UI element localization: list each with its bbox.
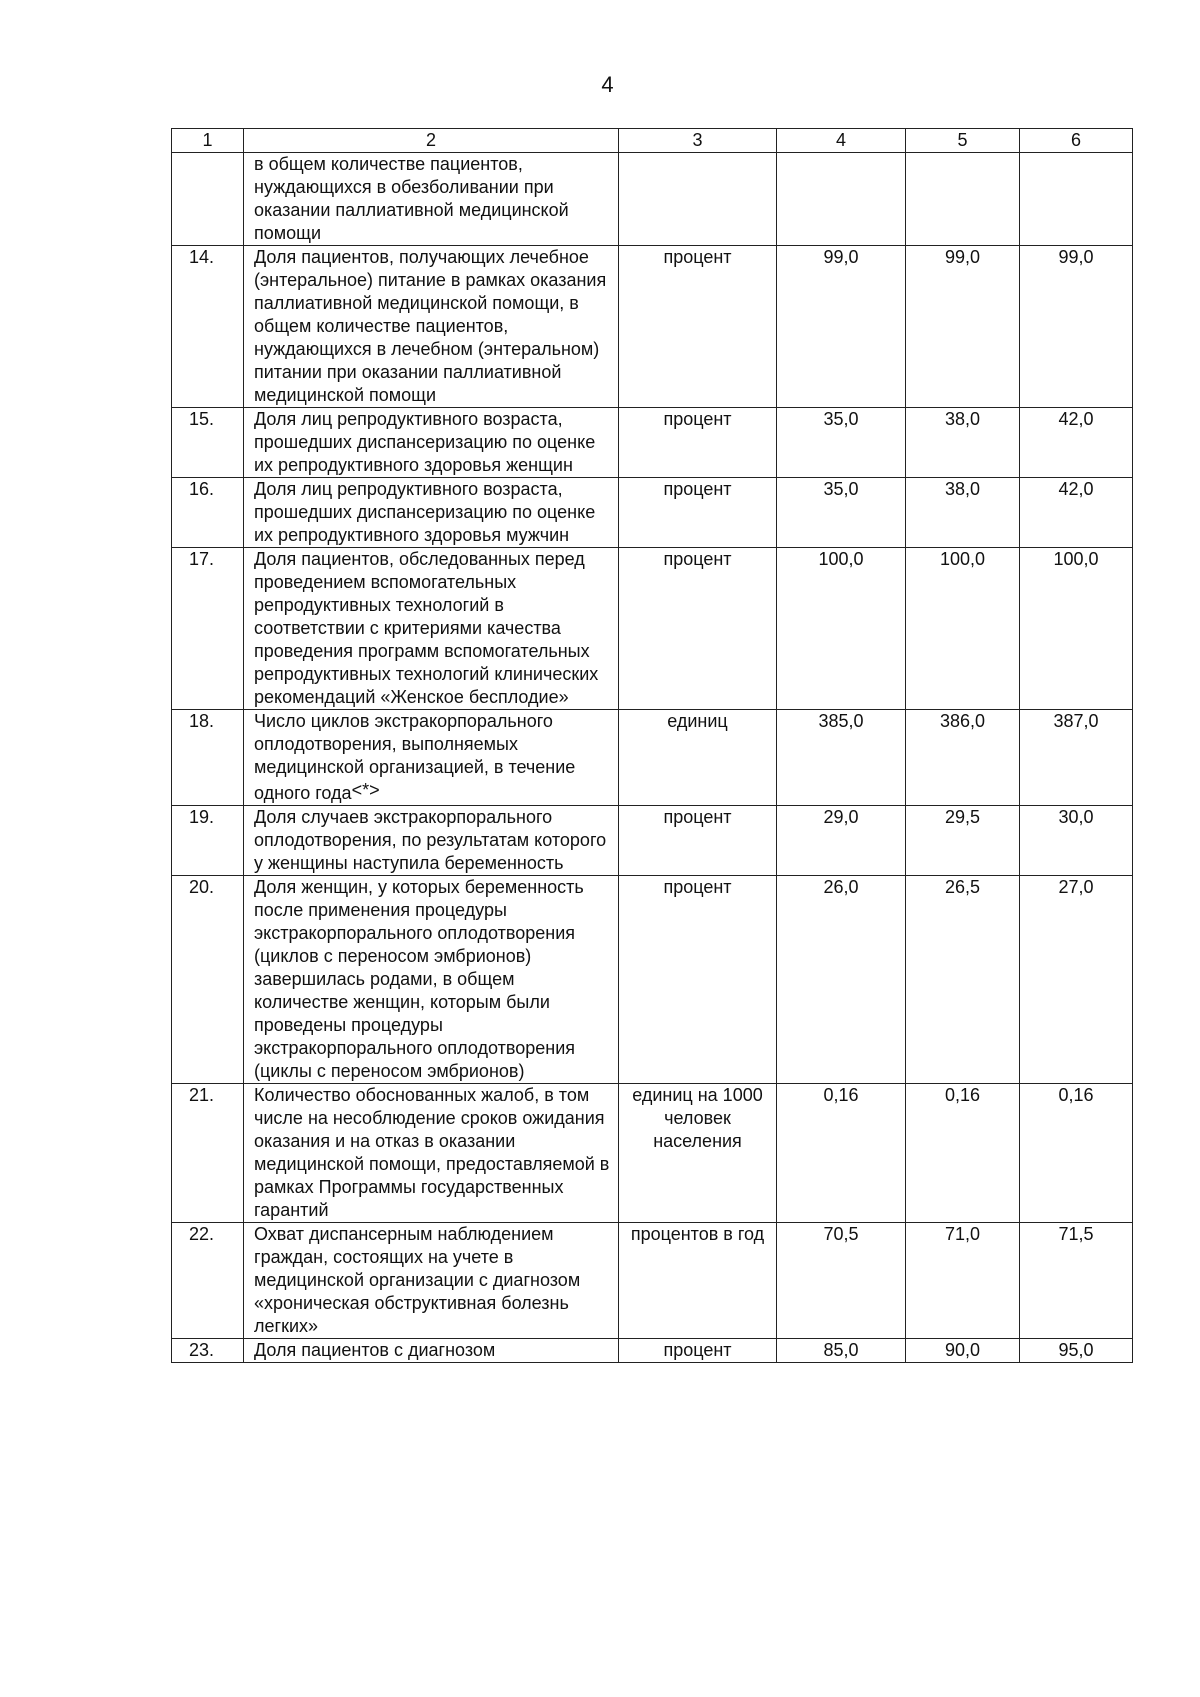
value-col4: 35,0 xyxy=(777,408,906,478)
table-header-row xyxy=(172,129,1133,153)
table-row xyxy=(172,548,1133,710)
unit: процент xyxy=(619,806,777,876)
table-row xyxy=(172,478,1133,548)
column-header: 6 xyxy=(1020,129,1133,153)
value-col6: 27,0 xyxy=(1020,876,1133,1084)
value-col5 xyxy=(906,153,1020,246)
row-number: 21. xyxy=(172,1084,244,1223)
column-header: 3 xyxy=(619,129,777,153)
table-row xyxy=(172,806,1133,876)
value-col5: 100,0 xyxy=(906,548,1020,710)
unit: единиц xyxy=(619,710,777,806)
value-col4: 385,0 xyxy=(777,710,906,806)
indicator-name: Число циклов экстракорпорального оплодотворения, выполняемых медицинской организацией, в течение одного года xyxy=(254,711,576,803)
value-col5: 26,5 xyxy=(906,876,1020,1084)
indicator-name: Доля пациентов, получающих лечебное (энтеральное) питание в рамках оказания паллиативной медицинской помощи, в общем количестве пациентов, нуждающихся в лечебном (энтеральном) питании при оказании паллиативной медицинской помощи xyxy=(244,246,619,408)
value-col4: 100,0 xyxy=(777,548,906,710)
value-col5: 386,0 xyxy=(906,710,1020,806)
value-col6: 95,0 xyxy=(1020,1339,1133,1363)
value-col5: 99,0 xyxy=(906,246,1020,408)
indicator-name: Доля женщин, у которых беременность после применения процедуры экстракорпорального оплодотворения (циклов с переносом эмбрионов) завершилась родами, в общем количестве женщин, которым были проведены процедуры экстракорпорального оплодотворения (циклы с переносом эмбрионов) xyxy=(244,876,619,1084)
value-col5: 0,16 xyxy=(906,1084,1020,1223)
row-number: 20. xyxy=(172,876,244,1084)
row-number: 18. xyxy=(172,710,244,806)
footnote-marker: <*> xyxy=(351,780,380,800)
table-row xyxy=(172,408,1133,478)
indicator-name: Доля пациентов, обследованных перед проведением вспомогательных репродуктивных технологий в соответствии с критериями качества проведения программ вспомогательных репродуктивных технологий клинических рекомендаций «Женское бесплодие» xyxy=(244,548,619,710)
column-header: 5 xyxy=(906,129,1020,153)
row-number: 17. xyxy=(172,548,244,710)
value-col5: 38,0 xyxy=(906,478,1020,548)
value-col4: 29,0 xyxy=(777,806,906,876)
table-row xyxy=(172,1223,1133,1339)
row-number: 22. xyxy=(172,1223,244,1339)
indicators-table xyxy=(171,128,1133,1363)
table-row xyxy=(172,710,1133,806)
indicator-name: Доля лиц репродуктивного возраста, прошедших диспансеризацию по оценке их репродуктивного здоровья мужчин xyxy=(244,478,619,548)
value-col6: 99,0 xyxy=(1020,246,1133,408)
indicator-name: Доля лиц репродуктивного возраста, прошедших диспансеризацию по оценке их репродуктивного здоровья женщин xyxy=(244,408,619,478)
row-number: 23. xyxy=(172,1339,244,1363)
value-col5: 38,0 xyxy=(906,408,1020,478)
value-col5: 90,0 xyxy=(906,1339,1020,1363)
row-number: 15. xyxy=(172,408,244,478)
unit: процент xyxy=(619,876,777,1084)
column-header: 2 xyxy=(244,129,619,153)
table-row xyxy=(172,246,1133,408)
row-number: 19. xyxy=(172,806,244,876)
value-col6: 387,0 xyxy=(1020,710,1133,806)
value-col6: 71,5 xyxy=(1020,1223,1133,1339)
value-col6: 100,0 xyxy=(1020,548,1133,710)
value-col4: 35,0 xyxy=(777,478,906,548)
table-row xyxy=(172,876,1133,1084)
row-number: 14. xyxy=(172,246,244,408)
row-number xyxy=(172,153,244,246)
unit xyxy=(619,153,777,246)
indicator-name-cell xyxy=(244,710,619,806)
unit: процент xyxy=(619,548,777,710)
value-col5: 71,0 xyxy=(906,1223,1020,1339)
table-row xyxy=(172,1084,1133,1223)
value-col6: 42,0 xyxy=(1020,408,1133,478)
value-col6: 0,16 xyxy=(1020,1084,1133,1223)
value-col4: 85,0 xyxy=(777,1339,906,1363)
unit: процентов в год xyxy=(619,1223,777,1339)
row-number: 16. xyxy=(172,478,244,548)
column-header: 4 xyxy=(777,129,906,153)
unit: единиц на 1000 человек населения xyxy=(619,1084,777,1223)
value-col6: 42,0 xyxy=(1020,478,1133,548)
value-col6 xyxy=(1020,153,1133,246)
value-col4: 99,0 xyxy=(777,246,906,408)
value-col4: 70,5 xyxy=(777,1223,906,1339)
value-col4: 0,16 xyxy=(777,1084,906,1223)
column-header: 1 xyxy=(172,129,244,153)
indicator-name: в общем количестве пациентов, нуждающихся в обезболивании при оказании паллиативной медицинской помощи xyxy=(244,153,619,246)
value-col4 xyxy=(777,153,906,246)
indicator-name: Доля случаев экстракорпорального оплодотворения, по результатам которого у женщины наступила беременность xyxy=(244,806,619,876)
indicator-name: Доля пациентов с диагнозом xyxy=(244,1339,619,1363)
unit: процент xyxy=(619,1339,777,1363)
unit: процент xyxy=(619,246,777,408)
indicator-name: Охват диспансерным наблюдением граждан, состоящих на учете в медицинской организации с диагнозом «хроническая обструктивная болезнь легких» xyxy=(244,1223,619,1339)
value-col4: 26,0 xyxy=(777,876,906,1084)
table-row xyxy=(172,153,1133,246)
table-row xyxy=(172,1339,1133,1363)
value-col5: 29,5 xyxy=(906,806,1020,876)
value-col6: 30,0 xyxy=(1020,806,1133,876)
indicator-name: Количество обоснованных жалоб, в том числе на несоблюдение сроков ожидания оказания и на отказ в оказании медицинской помощи, предоставляемой в рамках Программы государственных гарантий xyxy=(244,1084,619,1223)
unit: процент xyxy=(619,478,777,548)
unit: процент xyxy=(619,408,777,478)
page-number: 4 xyxy=(601,72,614,97)
